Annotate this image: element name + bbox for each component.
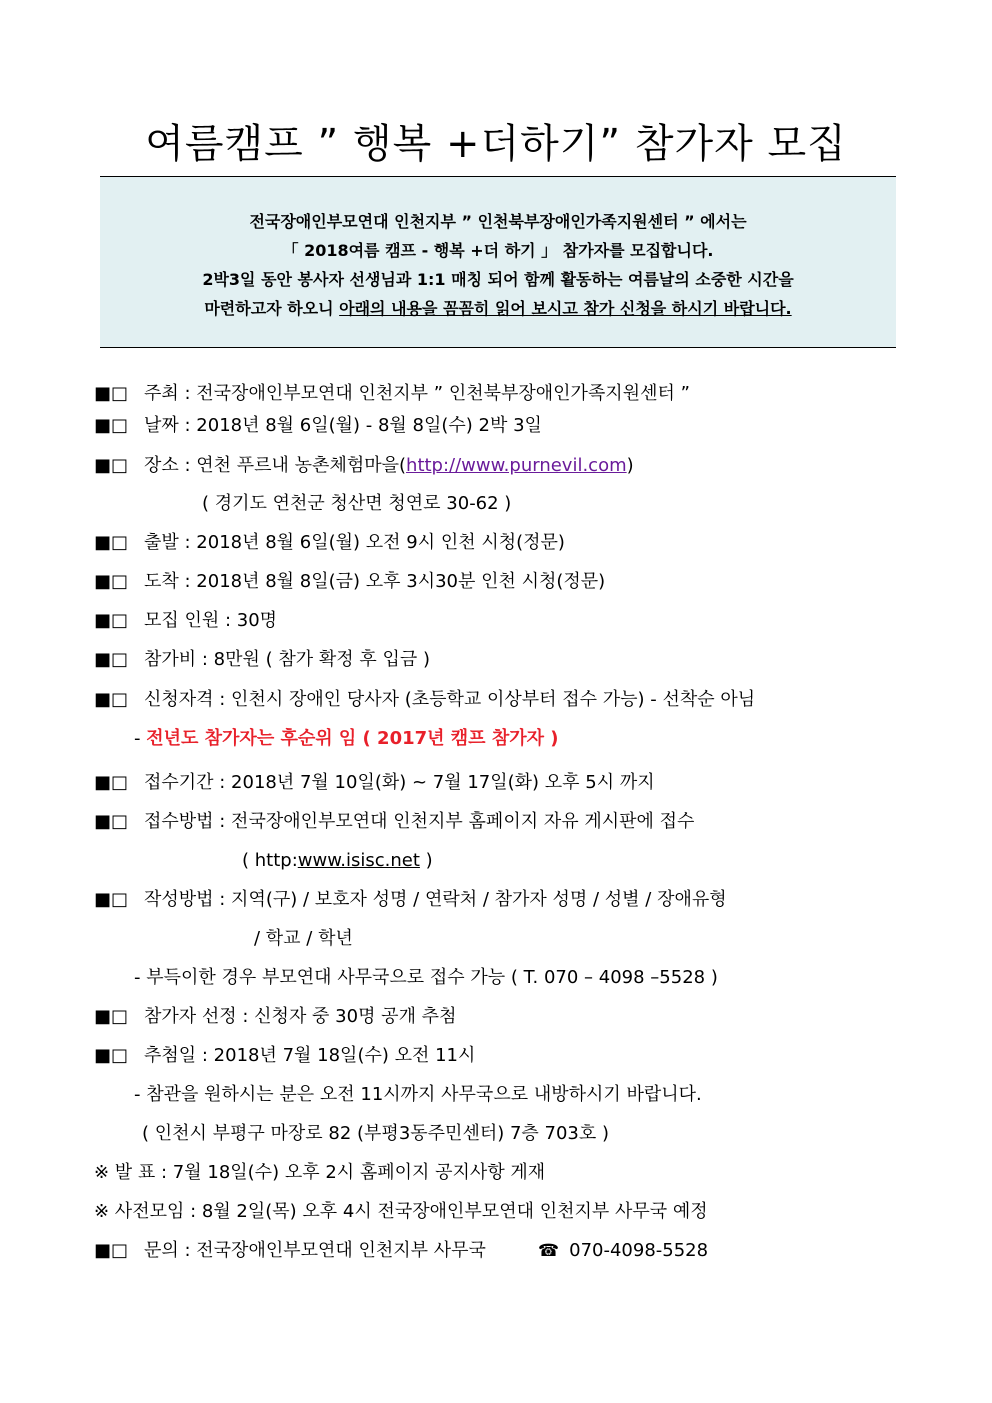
item-period [94, 772, 655, 794]
item-method-url [242, 850, 433, 872]
item-draw-note-1: - 참관을 원하시는 분은 오전 11시까지 사무국으로 내방하시기 바랍니다. [134, 1084, 702, 1105]
item-period-text: 접수기간 : 2018년 7월 10일(화) ~ 7월 17일(화) 오후 5시 까지 [144, 772, 655, 793]
qualify-note-dash: - [134, 728, 147, 749]
phone-icon: ☎ [537, 1241, 560, 1261]
item-method [94, 811, 694, 833]
item-qualify-note [134, 728, 559, 750]
item-place [94, 455, 634, 477]
bullet-icon: ■□ [94, 889, 129, 910]
item-place-suffix: ) [626, 455, 634, 476]
item-fee-text: 참가비 : 8만원 ( 참가 확정 후 입금 ) [144, 649, 430, 670]
bullet-icon: ■□ [94, 649, 129, 670]
bullet-icon: ■□ [94, 455, 129, 476]
item-announce: ※ 발 표 : 7월 18일(수) 오후 2시 홈페이지 공지사항 게재 [94, 1162, 546, 1183]
method-url-prefix: ( http: [242, 850, 298, 871]
method-url-link[interactable]: www.isisc.net [297, 850, 420, 871]
item-address: ( 경기도 연천군 청산면 청연로 30-62 ) [202, 493, 512, 514]
notice-line-4 [100, 296, 896, 319]
item-fee [94, 649, 430, 671]
item-depart-text: 출발 : 2018년 8월 6일(월) 오전 9시 인천 시청(정문) [144, 532, 565, 553]
item-form [94, 889, 727, 911]
item-draw-text: 추첨일 : 2018년 7월 18일(수) 오전 11시 [144, 1045, 476, 1066]
page-title: 여름캠프 ” 행복 +더하기” 참가자 모집 [145, 121, 847, 167]
bullet-icon: ■□ [94, 532, 129, 553]
item-draw [94, 1045, 475, 1067]
bullet-icon: ■□ [94, 772, 129, 793]
notice-line-4-underlined: 아래의 내용을 꼼꼼히 읽어 보시고 참가 신청을 하시기 바랍니다. [339, 299, 792, 318]
item-recruit-text: 모집 인원 : 30명 [144, 610, 278, 631]
bullet-icon: ■□ [94, 610, 129, 631]
item-date [94, 415, 542, 437]
item-recruit [94, 610, 277, 632]
item-select-text: 참가자 선정 : 신청자 중 30명 공개 추첨 [144, 1006, 457, 1027]
item-qualify [94, 689, 755, 711]
bullet-icon: ■□ [94, 571, 129, 592]
item-form-cont: / 학교 / 학년 [254, 928, 353, 949]
notice-line-1: 전국장애인부모연대 인천지부 ” 인천북부장애인가족지원센터 ” 에서는 [249, 212, 747, 231]
item-contact-text: 문의 : 전국장애인부모연대 인천지부 사무국 [144, 1240, 486, 1261]
item-arrive-text: 도착 : 2018년 8월 8일(금) 오후 3시30분 인천 시청(정문) [144, 571, 606, 592]
item-form-text: 작성방법 : 지역(구) / 보호자 성명 / 연락처 / 참가자 성명 / 성별 / 장애유형 [144, 889, 727, 910]
notice-bottom-rule [100, 347, 896, 348]
bullet-icon: ■□ [94, 689, 129, 710]
place-website-link[interactable]: http://www.purnevil.com [406, 455, 627, 476]
item-depart [94, 532, 565, 554]
item-premeet: ※ 사전모임 : 8월 2일(목) 오후 4시 전국장애인부모연대 인천지부 사무국 예정 [94, 1201, 708, 1222]
item-qualify-text: 신청자격 : 인천시 장애인 당사자 (초등학교 이상부터 접수 가능) - 선착순 아님 [144, 689, 756, 710]
notice-box [100, 177, 896, 347]
item-host [94, 383, 690, 405]
item-form-note: - 부득이한 경우 부모연대 사무국으로 접수 가능 ( T. 070 – 4098 –5528 ) [134, 967, 718, 988]
item-date-text: 날짜 : 2018년 8월 6일(월) - 8월 8일(수) 2박 3일 [144, 415, 542, 436]
item-method-text: 접수방법 : 전국장애인부모연대 인천지부 홈페이지 자유 게시판에 접수 [144, 811, 695, 832]
bullet-icon: ■□ [94, 1045, 129, 1066]
contact-phone: 070-4098-5528 [569, 1240, 709, 1261]
item-host-text: 주최 : 전국장애인부모연대 인천지부 ” 인천북부장애인가족지원센터 ” [144, 383, 690, 404]
bullet-icon: ■□ [94, 1240, 129, 1261]
bullet-icon: ■□ [94, 1006, 129, 1027]
bullet-icon: ■□ [94, 811, 129, 832]
item-draw-note-2: ( 인천시 부평구 마장로 82 (부평3동주민센터) 7층 703호 ) [142, 1123, 610, 1144]
notice-line-2: 「 2018여름 캠프 - 행복 +더 하기 」 참가자를 모집합니다. [282, 241, 714, 260]
method-url-suffix: ) [419, 850, 433, 871]
item-select [94, 1006, 456, 1028]
notice-line-3: 2박3일 동안 봉사자 선생님과 1:1 매칭 되어 함께 활동하는 여름날의 소중한 시간을 [202, 270, 794, 289]
bullet-icon: ■□ [94, 383, 129, 404]
notice-line-4-plain: 마련하고자 하오니 [204, 299, 340, 318]
item-arrive [94, 571, 605, 593]
bullet-icon: ■□ [94, 415, 129, 436]
item-place-text: 장소 : 연천 푸르내 농촌체험마을( [144, 455, 407, 476]
item-contact [94, 1240, 708, 1262]
qualify-note-text: 전년도 참가자는 후순위 임 ( 2017년 캠프 참가자 ) [146, 728, 559, 749]
